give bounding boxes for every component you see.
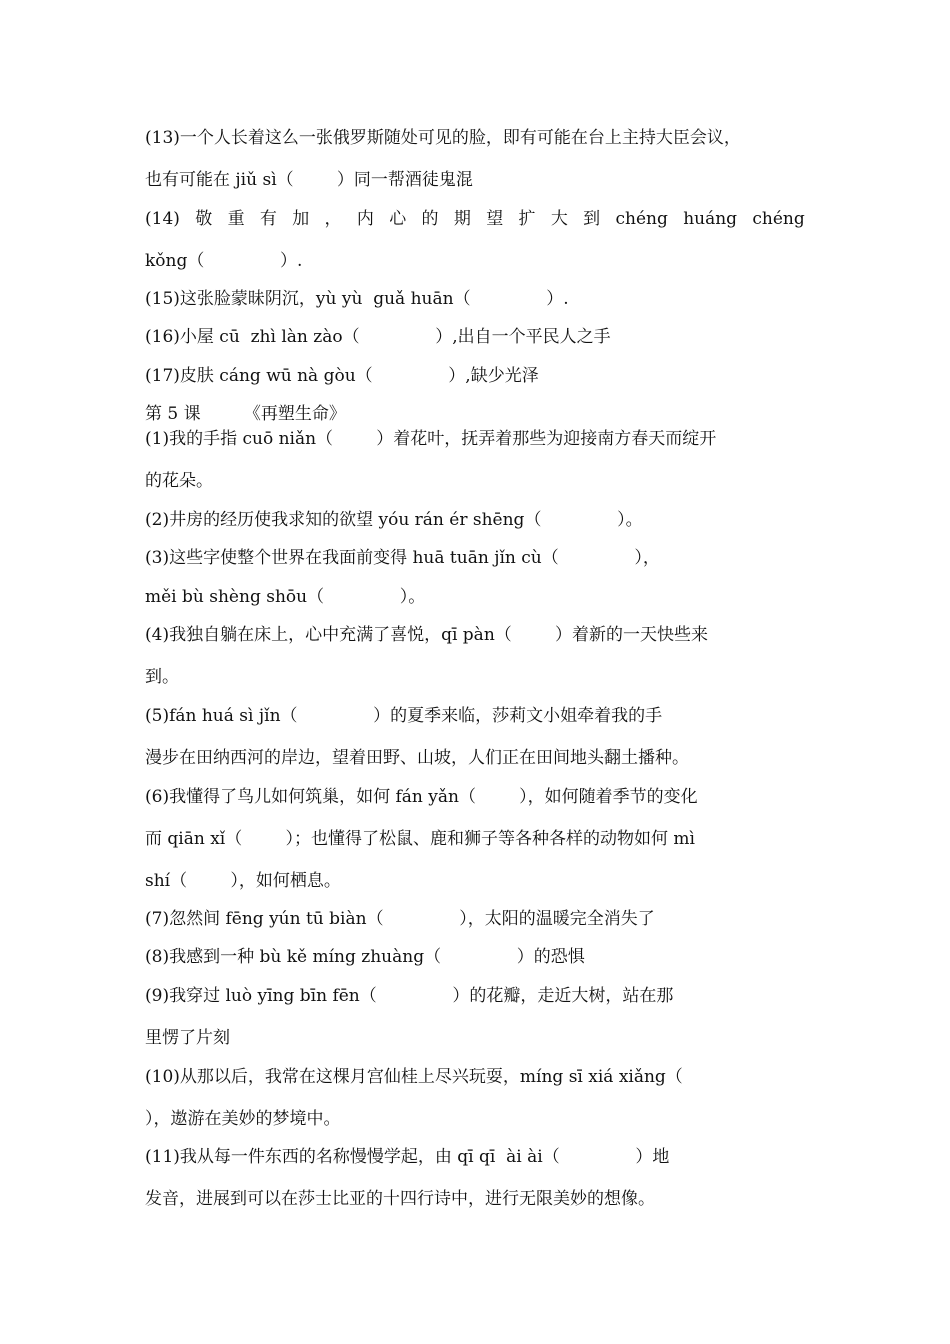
word: 加 bbox=[292, 209, 310, 229]
text-line: 里愣了片刻 bbox=[145, 1028, 230, 1048]
text-line: (5)fán huá sì jǐn（ ）的夏季来临，莎莉文小姐牵着我的手 bbox=[145, 706, 663, 726]
text-line: (10)从那以后，我常在这棵月宫仙桂上尽兴玩耍，míng sī xiá xiǎng（ bbox=[145, 1067, 683, 1087]
text-line: 也有可能在 jiǔ sì（ ）同一帮酒徒鬼混 bbox=[145, 170, 473, 190]
text-line: kǒng（ ）. bbox=[145, 251, 303, 271]
word: (14) bbox=[145, 209, 180, 229]
word: 内 bbox=[356, 209, 374, 229]
text-line: měi bù shèng shōu（ ）。 bbox=[145, 587, 426, 607]
word: 重 bbox=[227, 209, 245, 229]
word: 望 bbox=[486, 209, 504, 229]
text-line: 而 qiān xǐ（ ）；也懂得了松鼠、鹿和狮子等各种各样的动物如何 mì bbox=[145, 829, 695, 849]
text-line: shí（ ），如何栖息。 bbox=[145, 871, 341, 891]
text-line: (1)我的手指 cuō niǎn（ ）着花叶，抚弄着那些为迎接南方春天而绽开 bbox=[145, 429, 717, 449]
word: 期 bbox=[453, 209, 471, 229]
word: 有 bbox=[259, 209, 277, 229]
lesson-heading: 第 5 课 《再塑生命》 bbox=[145, 404, 346, 424]
text-line: (8)我感到一种 bù kě míng zhuàng（ ）的恐惧 bbox=[145, 947, 585, 967]
word: 敬 bbox=[195, 209, 213, 229]
text-line: (4)我独自躺在床上，心中充满了喜悦，qī pàn（ ）着新的一天快些来 bbox=[145, 625, 708, 645]
text-line: (6)我懂得了鸟儿如何筑巢，如何 fán yǎn（ ），如何随着季节的变化 bbox=[145, 787, 698, 807]
word: 心 bbox=[389, 209, 407, 229]
text-line: (15)这张脸蒙昧阴沉，yù yù guǎ huān（ ）. bbox=[145, 289, 569, 309]
word: 到 bbox=[583, 209, 601, 229]
word: chéng bbox=[752, 209, 805, 229]
text-line-14 bbox=[145, 208, 805, 230]
text-line: (7)忽然间 fēng yún tū biàn（ ），太阳的温暖完全消失了 bbox=[145, 909, 655, 929]
text-line: (11)我从每一件东西的名称慢慢学起，由 qī qī ài ài（ ）地 bbox=[145, 1147, 670, 1167]
text-line: (3)这些字使整个世界在我面前变得 huā tuān jǐn cù（ ）， bbox=[145, 548, 660, 568]
text-line: 发音，进展到可以在莎士比亚的十四行诗中，进行无限美妙的想像。 bbox=[145, 1189, 655, 1209]
text-line: 的花朵。 bbox=[145, 471, 213, 491]
word: huáng bbox=[683, 209, 738, 229]
word: 大 bbox=[550, 209, 568, 229]
text-line: (2)井房的经历使我求知的欲望 yóu rán ér shēng（ ）。 bbox=[145, 510, 643, 530]
text-line: (17)皮肤 cáng wū nà gòu（ ）,缺少光泽 bbox=[145, 366, 539, 386]
text-line: 漫步在田纳西河的岸边，望着田野、山坡，人们正在田间地头翻土播种。 bbox=[145, 748, 689, 768]
text-line: ），遨游在美妙的梦境中。 bbox=[145, 1109, 341, 1129]
word: chéng bbox=[615, 209, 668, 229]
text-line: (16)小屋 cū zhì làn zào（ ）,出自一个平民人之手 bbox=[145, 327, 611, 347]
text-line: (13)一个人长着这么一张俄罗斯随处可见的脸，即有可能在台上主持大臣会议， bbox=[145, 128, 741, 148]
word: 扩 bbox=[518, 209, 536, 229]
word: 的 bbox=[421, 209, 439, 229]
text-line: (9)我穿过 luò yīng bīn fēn（ ）的花瓣，走近大树，站在那 bbox=[145, 986, 674, 1006]
word: ， bbox=[324, 209, 342, 229]
text-line: 到。 bbox=[145, 667, 179, 687]
